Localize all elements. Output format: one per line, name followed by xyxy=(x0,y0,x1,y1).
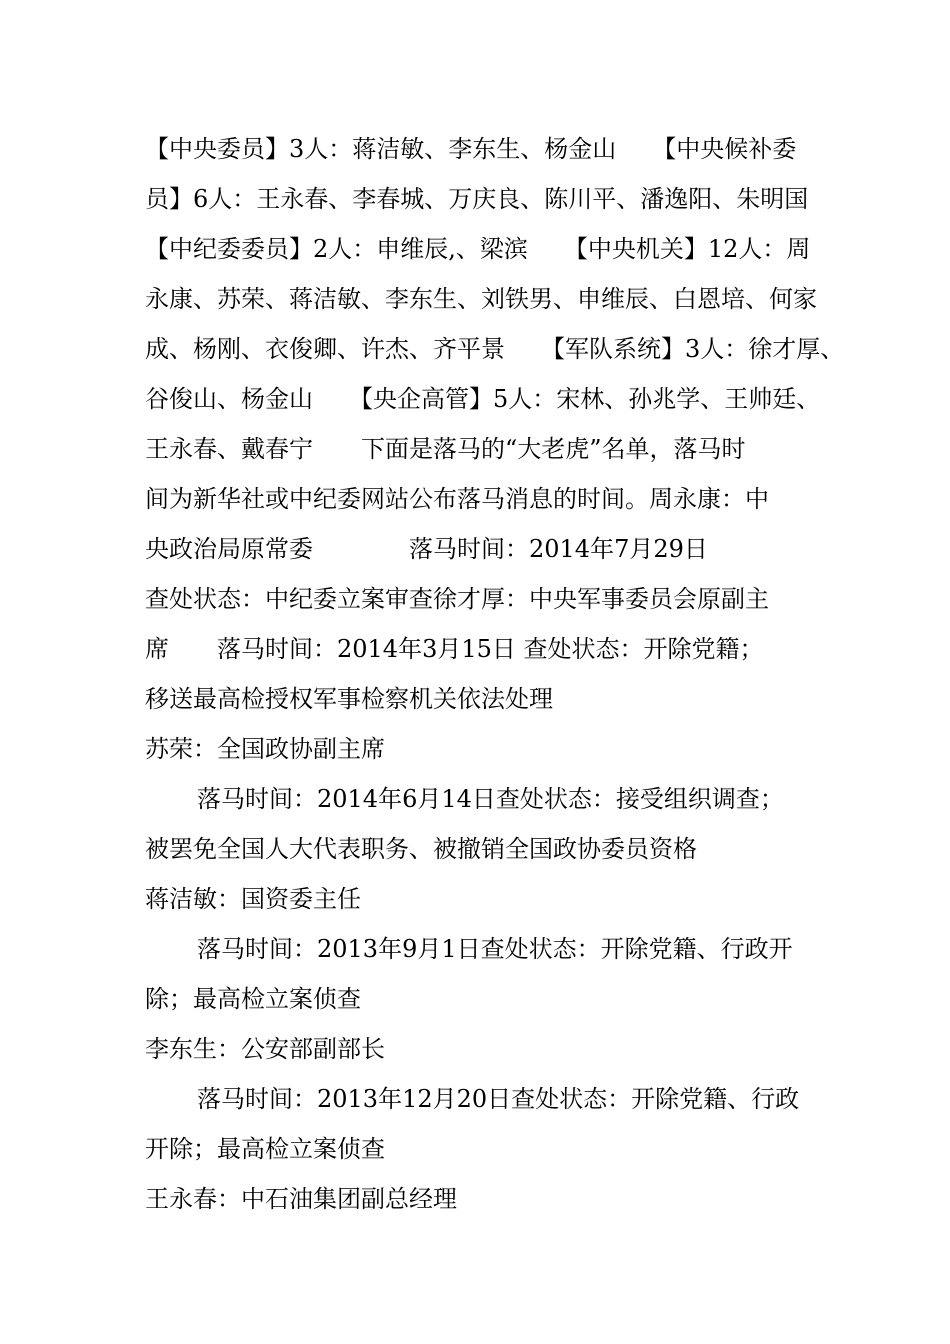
text-line: 李东生：公安部副部长 xyxy=(145,1035,385,1063)
text-line: 王永春：中石油集团副总经理 xyxy=(145,1185,457,1213)
text-line: 落马时间：2013年9月1日查处状态：开除党籍、行政开 xyxy=(197,935,793,963)
text-line: 央政治局原常委 落马时间：2014年7月29日 xyxy=(145,535,708,563)
text-line: 席 落马时间：2014年3月15日 查处状态：开除党籍； xyxy=(145,635,764,663)
text-line: 谷俊山、杨金山 【央企高管】5人：宋林、孙兆学、王帅廷、 xyxy=(145,385,821,413)
text-line: 成、杨刚、衣俊卿、许杰、齐平景 【军队系统】3人：徐才厚、 xyxy=(145,335,845,363)
text-line: 【中央委员】3人：蒋洁敏、李东生、杨金山 【中央候补委 xyxy=(145,135,797,163)
text-line: 永康、苏荣、蒋洁敏、李东生、刘铁男、申维辰、白恩培、何家 xyxy=(145,285,817,313)
text-line: 查处状态：中纪委立案审查徐才厚：中央军事委员会原副主 xyxy=(145,585,769,613)
text-line: 王永春、戴春宁 下面是落马的“大老虎”名单，落马时 xyxy=(145,435,746,463)
text-line: 苏荣：全国政协副主席 xyxy=(145,735,385,763)
text-line: 蒋洁敏：国资委主任 xyxy=(145,885,361,913)
text-line: 落马时间：2013年12月20日查处状态：开除党籍、行政 xyxy=(197,1085,800,1113)
text-line: 间为新华社或中纪委网站公布落马消息的时间。周永康：中 xyxy=(145,485,769,513)
text-line: 除；最高检立案侦查 xyxy=(145,985,361,1013)
text-line: 开除；最高检立案侦查 xyxy=(145,1135,385,1163)
text-line: 移送最高检授权军事检察机关依法处理 xyxy=(145,685,553,713)
text-line: 落马时间：2014年6月14日查处状态：接受组织调查； xyxy=(197,785,784,813)
text-line: 【中纪委委员】2人：申维辰,、梁滨 【中央机关】12人：周 xyxy=(145,235,811,263)
document-body xyxy=(145,124,845,1224)
text-line: 被罢免全国人大代表职务、被撤销全国政协委员资格 xyxy=(145,835,697,863)
text-line: 员】6人：王永春、李春城、万庆良、陈川平、潘逸阳、朱明国 xyxy=(145,185,809,213)
